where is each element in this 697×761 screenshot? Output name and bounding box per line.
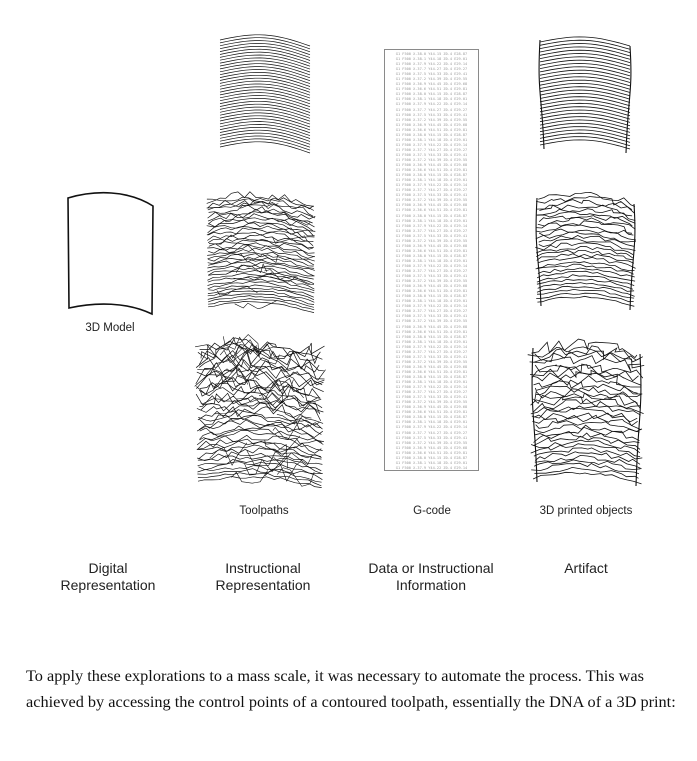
category-artifact: Artifact <box>564 560 608 576</box>
gcode-text: G1 F500 X-38.0 Y44.15 Z0.4 E28.87 G1 F500 X-38.1 Y44.18 Z0.4 E29.01 G1 F500 X-37.9 Y44.22 Z0.4 E29.14 G1 F500 X-37.7 Y44.27 Z0.4 E29.27 G1 F500 X-37.5 Y44.33 Z0.4 E29.41 G1 F500 X-37.2 Y44.39 Z0.4 E29.55 G1 F500 X-36.9 Y44.45 Z0.4 E29.68 G1 F500 X-36.6 Y44.51 Z0.4 E29.81 G1 F500 X-38.0 Y44.15 Z0.4 E28.87 G1 F500 X-38.1 Y44.18 Z0.4 E29.01 G1 F500 X-37.9 Y44.22 Z0.4 E29.14 G1 F500 X-37.7 Y44.27 Z0.4 E29.27 G1 F500 X-37.5 Y44.33 Z0.4 E29.41 G1 F500 X-37.2 Y44.39 Z0.4 E29.55 G1 F500 X-36.9 Y44.45 Z0.4 E29.68 G1 F500 X-36.6 Y44.51 Z0.4 E29.81 G1 F500 X-38.0 Y44.15 Z0.4 E28.87 G1 F500 X-38.1 Y44.18 Z0.4 E29.01 G1 F500 X-37.9 Y44.22 Z0.4 E29.14 G1 F500 X-37.7 Y44.27 Z0.4 E29.27 G1 F500 X-37.5 Y44.33 Z0.4 E29.41 G1 F500 X-37.2 Y44.39 Z0.4 E29.55 G1 F500 X-36.9 Y44.45 Z0.4 E29.68 G1 F500 X-36.6 Y44.51 Z0.4 E29.81 G1 F500 X-38.0 Y44.15 Z0.4 E28.87 G1 F500 X-38.1 Y44.18 Z0.4 E29.01 G1 F500 X-37.9 Y44.22 Z0.4 E29.14 G1 F500 X-37.7 Y44.27 Z0.4 E29.27 G1 F500 X-37.5 Y44.33 Z0.4 E29.41 G1 F500 X-37.2 Y44.39 Z0.4 E29.55 G1 F500 X-36.9 Y44.45 Z0.4 E29.68 G1 F500 X-36.6 Y44.51 Z0.4 E29.81 G1 F500 X-38.0 Y44.15 Z0.4 E28.87 G1 F500 X-38.1 Y44.18 Z0.4 E29.01 G1 F500 X-37.9 Y44.22 Z0.4 E29.14 G1 F500 X-37.7 Y44.27 Z0.4 E29.27 G1 F500 X-37.5 Y44.33 Z0.4 E29.41 G1 F500 X-37.2 Y44.39 Z0.4 E29.55 G1 F500 X-36.9 Y44.45 Z0.4 E29.68 G1 F500 X-36.6 Y44.51 Z0.4 E29.81 G1 F500 X-38.0 Y44.15 Z0.4 E28.87 G1 F500 X-38.1 Y44.18 Z0.4 E29.01 G1 F500 X-37.9 Y44.22 Z0.4 E29.14 G1 F500 X-37.7 Y44.27 Z0.4 E29.27 G1 F500 X-37.5 Y44.33 Z0.4 E29.41 G1 F500 X-37.2 Y44.39 Z0.4 E29.55 G1 F500 X-36.9 Y44.45 Z0.4 E29.68 G1 F500 X-36.6 Y44.51 Z0.4 E29.81 G1 F500 X-38.0 Y44.15 Z0.4 E28.87 G1 F500 X-38.1 Y44.18 Z0.4 E29.01 G1 F500 X-37.9 Y44.22 Z0.4 E29.14 G1 F500 X-37.7 Y44.27 Z0.4 E29.27 G1 F500 X-37.5 Y44.33 Z0.4 E29.41 G1 F500 X-37.2 Y44.39 Z0.4 E29.55 G1 F500 X-36.9 Y44.45 Z0.4 E29.68 G1 F500 X-36.6 Y44.51 Z0.4 E29.81 G1 F500 X-38.0 Y44.15 Z0.4 E28.87 G1 F500 X-38.1 Y44.18 Z0.4 E29.01 G1 F500 X-37.9 Y44.22 Z0.4 E29.14 G1 F500 X-37.7 Y44.27 Z0.4 E29.27 G1 F500 X-37.5 Y44.33 Z0.4 E29.41 G1 F500 X-37.2 Y44.39 Z0.4 E29.55 G1 F500 X-36.9 Y44.45 Z0.4 E29.68 G1 F500 X-36.6 Y44.51 Z0.4 E29.81 G1 F500 X-38.0 Y44.15 Z0.4 E28.87 G1 F500 X-38.1 Y44.18 Z0.4 E29.01 G1 F500 X-37.9 Y44.22 Z0.4 E29.14 G1 F500 X-37.7 Y44.27 Z0.4 E29.27 G1 F500 X-37.5 Y44.33 Z0.4 E29.41 G1 F500 X-37.2 Y44.39 Z0.4 E29.55 G1 F500 X-36.9 Y44.45 Z0.4 E29.68 G1 F500 X-36.6 Y44.51 Z0.4 E29.81 G1 F500 X-38.0 Y44.15 Z0.4 E28.87 G1 F500 X-38.1 Y44.18 Z0.4 E29.01 G1 F500 X-37.9 Y44.22 Z0.4 E29.14 G1 F500 X-37.7 Y44.27 Z0.4 E29.27 G1 F500 X-37.5 Y44.33 Z0.4 E29.41 G1 F500 X-37.2 Y44.39 Z0.4 E29.55 G1 F500 X-36.9 Y44.45 Z0.4 E29.68 G1 F500 X-36.6 Y44.51 Z0.4 E29.81 G1 F500 X-38.0 Y44.15 Z0.4 E28.87 G1 F500 X-38.1 Y44.18 Z0.4 E29.01 G1 F500 X-37.9 Y44.22 Z0.4 E29.14 <box>395 52 468 470</box>
label-toolpaths: Toolpaths <box>239 505 289 517</box>
toolpath-chaotic-drawing <box>195 335 326 488</box>
category-instructional-representation: Instructional Representation <box>215 560 311 593</box>
category-digital-representation: Digital Representation <box>60 560 156 593</box>
gcode-panel <box>384 49 479 471</box>
label-3d-model: 3D Model <box>85 322 135 334</box>
toolpath-medium-drawing <box>207 192 316 313</box>
label-gcode: G-code <box>413 505 451 517</box>
category-data-information: Data or Instructional Information <box>368 560 494 593</box>
printed-object-medium-drawing <box>535 192 636 310</box>
printed-object-clean-drawing <box>539 37 631 153</box>
toolpath-clean-drawing <box>220 35 310 153</box>
printed-object-chaotic-drawing <box>528 339 645 486</box>
label-printed-objects: 3D printed objects <box>539 505 633 517</box>
caption-paragraph: To apply these explorations to a mass scale, it was necessary to automate the process. This was achieved by accessing the control points of a contoured toolpath, essentially the DNA of a 3D print: <box>26 666 676 711</box>
3d-model-shape <box>68 193 153 314</box>
